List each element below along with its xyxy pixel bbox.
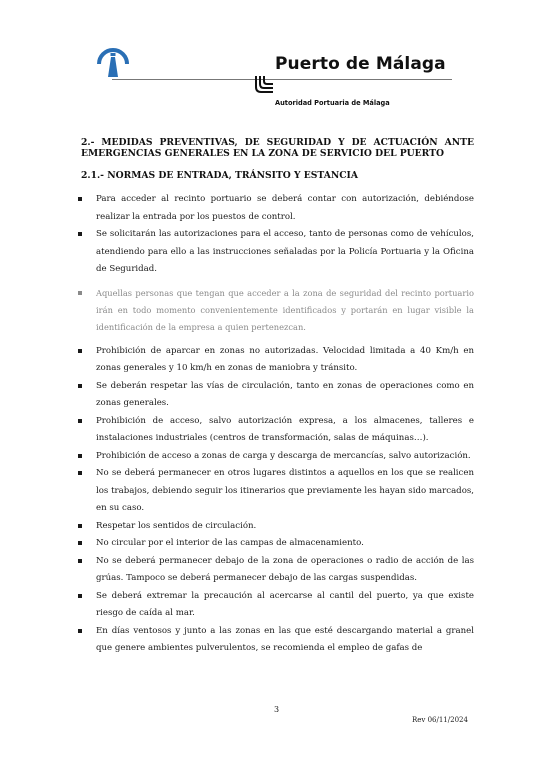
bullet-marker <box>78 559 82 563</box>
bullet-marker <box>78 629 82 633</box>
list-item <box>78 588 474 623</box>
brand-name: Puerto de Málaga <box>275 54 446 74</box>
list-item <box>78 448 474 466</box>
header-divider <box>112 79 452 80</box>
list-item-text: Se deberán respetar las vías de circulación, tanto en zonas de operaciones como en zonas generales. <box>96 380 474 408</box>
list-item-text: No se deberá permanecer debajo de la zona de operaciones o radio de acción de las grúas. Tampoco se deberá permanecer debajo de las cargas suspendidas. <box>96 555 474 583</box>
bullet-marker <box>78 197 82 201</box>
rules-list <box>78 191 474 658</box>
list-item-text: En días ventosos y junto a las zonas en las que esté descargando material a granel que genere ambientes pulverulentos, se recomienda el empleo de gafas de <box>96 625 474 653</box>
section-subheading: 2.1.- NORMAS DE ENTRADA, TRÁNSITO Y ESTANCIA <box>81 170 358 181</box>
list-item <box>78 623 474 658</box>
list-item <box>78 226 474 279</box>
list-item <box>78 343 474 378</box>
list-item-text: Respetar los sentidos de circulación. <box>96 520 257 531</box>
list-item <box>78 285 474 336</box>
revision-date: Rev 06/11/2024 <box>412 716 468 724</box>
section-heading: 2.- MEDIDAS PREVENTIVAS, DE SEGURIDAD Y DE ACTUACIÓN ANTE EMERGENCIAS GENERALES EN LA ZONA DE SERVICIO DEL PUERTO <box>81 137 474 159</box>
list-item-text: Se solicitarán las autorizaciones para el acceso, tanto de personas como de vehículos, atendiendo para ello a las instrucciones señaladas por la Policía Portuaria y la Oficina de Seguridad. <box>96 229 474 274</box>
bullet-marker <box>78 594 82 598</box>
list-item-text: Prohibición de aparcar en zonas no autorizadas. Velocidad limitada a 40 Km/h en zonas generales y 10 km/h en zonas de maniobra y tránsito. <box>96 345 474 373</box>
list-item-text: Prohibición de acceso a zonas de carga y descarga de mercancías, salvo autorización. <box>96 450 471 461</box>
list-item <box>78 535 474 553</box>
bullet-marker <box>78 454 82 458</box>
list-item-text: Para acceder al recinto portuario se deberá contar con autorización, debiéndose realizar la entrada por los puestos de control. <box>96 194 474 222</box>
list-item-text: No circular por el interior de las campas de almacenamiento. <box>96 538 364 548</box>
bullet-marker <box>78 419 82 423</box>
list-item-text: Aquellas personas que tengan que acceder a la zona de seguridad del recinto portuario irán en todo momento convenientemente identificados y portarán en lugar visible la identificación de la empresa a quien pertenezcan. <box>96 287 474 332</box>
bullet-marker <box>78 349 82 353</box>
list-item-text: Prohibición de acceso, salvo autorización expresa, a los almacenes, talleres e instalaciones industriales (centros de transformación, salas de máquinas…). <box>96 415 474 443</box>
bullet-marker <box>78 291 82 295</box>
list-item-text: Se deberá extremar la precaución al acercarse al cantil del puerto, ya que existe riesgo de caída al mar. <box>96 590 474 618</box>
list-item <box>78 465 474 518</box>
page-number: 3 <box>274 705 280 714</box>
list-item <box>78 553 474 588</box>
bullet-marker <box>78 384 82 388</box>
bullet-marker <box>78 232 82 236</box>
bullet-marker <box>78 524 82 528</box>
port-wave-icon <box>253 74 275 96</box>
port-arch-logo-icon <box>96 44 130 78</box>
list-item <box>78 413 474 448</box>
list-item <box>78 191 474 226</box>
list-item-text: No se deberá permanecer en otros lugares distintos a aquellos en los que se realicen los trabajos, debiendo seguir los itinerarios que previamente les hayan sido marcados, en su caso. <box>96 468 475 513</box>
authority-name: Autoridad Portuaria de Málaga <box>275 99 390 107</box>
list-item <box>78 378 474 413</box>
bullet-marker <box>78 471 82 475</box>
bullet-marker <box>78 541 82 545</box>
list-item <box>78 518 474 536</box>
